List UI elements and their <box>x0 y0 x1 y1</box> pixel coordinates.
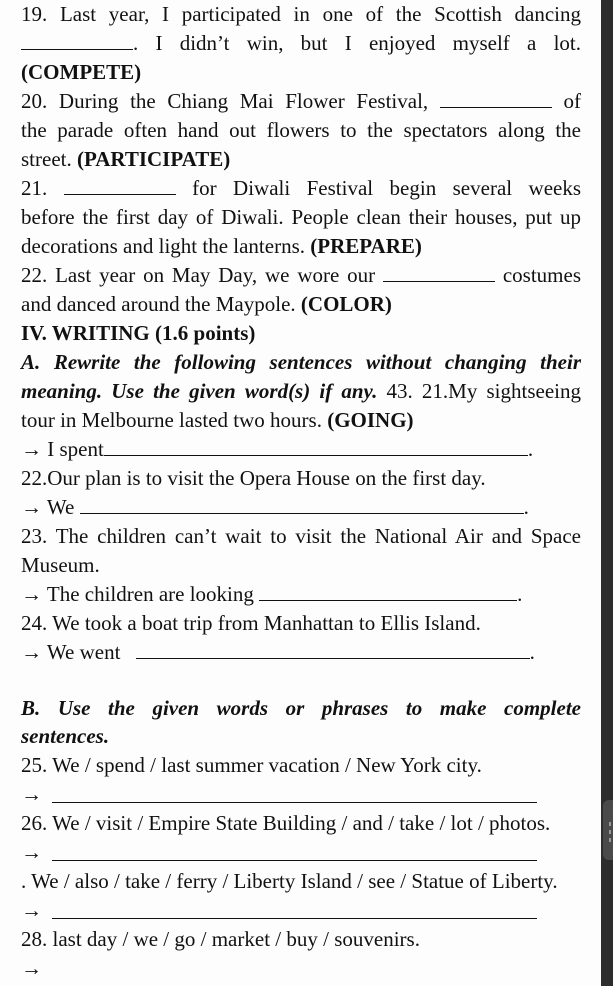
q20-line3: street. (PARTICIPATE) <box>21 147 231 171</box>
q27-answer-line[interactable] <box>52 918 537 919</box>
q25-arrow: → <box>21 782 42 806</box>
part-b-instruction-line2: sentences. <box>21 724 110 748</box>
q21-line3: decorations and light the lanterns. (PREPARE) <box>21 234 422 258</box>
q21-blank[interactable] <box>64 174 176 195</box>
q22-line1: 22. Last year on May Day, we wore our costumes <box>21 263 582 287</box>
part-a-instruction-line1: A. Rewrite the following sentences without changing their <box>21 350 581 374</box>
q27-prompt: . We / also / take / ferry / Liberty Island / see / Statue of Liberty. <box>21 869 558 893</box>
q22a-question: 22.Our plan is to visit the Opera House on the first day. <box>21 466 486 490</box>
q21a-answer: → I spent . <box>21 437 534 461</box>
q22a-answer: → We . <box>21 495 529 519</box>
q25-prompt: 25. We / spend / last summer vacation / New York city. <box>21 753 482 777</box>
side-scroll-tab[interactable] <box>603 800 613 860</box>
q24a-answer-blank[interactable] <box>136 638 530 659</box>
q26-arrow: → <box>21 840 42 864</box>
q23a-answer: → The children are looking . <box>21 582 523 606</box>
q19-hint: (COMPETE) <box>21 60 142 84</box>
q19-line1: 19. Last year, I participated in one of the Scottish dancing <box>21 2 581 26</box>
q19-blank[interactable] <box>21 29 133 50</box>
q21a-line2: tour in Melbourne lasted two hours. (GOING) <box>21 408 414 432</box>
q21-line2: before the first day of Diwali. People clean their houses, put up <box>21 205 581 229</box>
part-a-instruction-line2: meaning. Use the given word(s) if any. 43. 21.My sightseeing <box>21 379 581 403</box>
q20-line1: 20. During the Chiang Mai Flower Festival, of <box>21 89 581 113</box>
q26-answer-line[interactable] <box>52 860 537 861</box>
q22-blank[interactable] <box>383 261 495 282</box>
q21a-answer-blank[interactable] <box>104 435 528 456</box>
q28-arrow: → <box>21 956 42 980</box>
q24a-question: 24. We took a boat trip from Manhattan to Ellis Island. <box>21 611 481 635</box>
q28-prompt: 28. last day / we / go / market / buy / souvenirs. <box>21 927 420 951</box>
q23a-answer-blank[interactable] <box>259 580 517 601</box>
section-iv-heading: IV. WRITING (1.6 points) <box>21 321 256 345</box>
q19-line2: . I didn’t win, but I enjoyed myself a lot. <box>21 29 581 58</box>
q25-answer-line[interactable] <box>52 802 537 803</box>
q22-line2: and danced around the Maypole. (COLOR) <box>21 292 392 316</box>
q26-prompt: 26. We / visit / Empire State Building / and / take / lot / photos. <box>21 811 551 835</box>
q20-blank[interactable] <box>440 87 552 108</box>
q23a-question-line2: Museum. <box>21 553 100 577</box>
q20-line2: the parade often hand out flowers to the spectators along the <box>21 118 581 142</box>
q24a-answer: → We went . <box>21 640 535 664</box>
q22a-answer-blank[interactable] <box>80 493 524 514</box>
q27-arrow: → <box>21 898 42 922</box>
part-b-instruction-line1: B. Use the given words or phrases to make complete <box>21 696 581 720</box>
q21-line1: 21. for Diwali Festival begin several weeks <box>21 176 582 200</box>
q23a-question-line1: 23. The children can’t wait to visit the National Air and Space <box>21 524 581 548</box>
